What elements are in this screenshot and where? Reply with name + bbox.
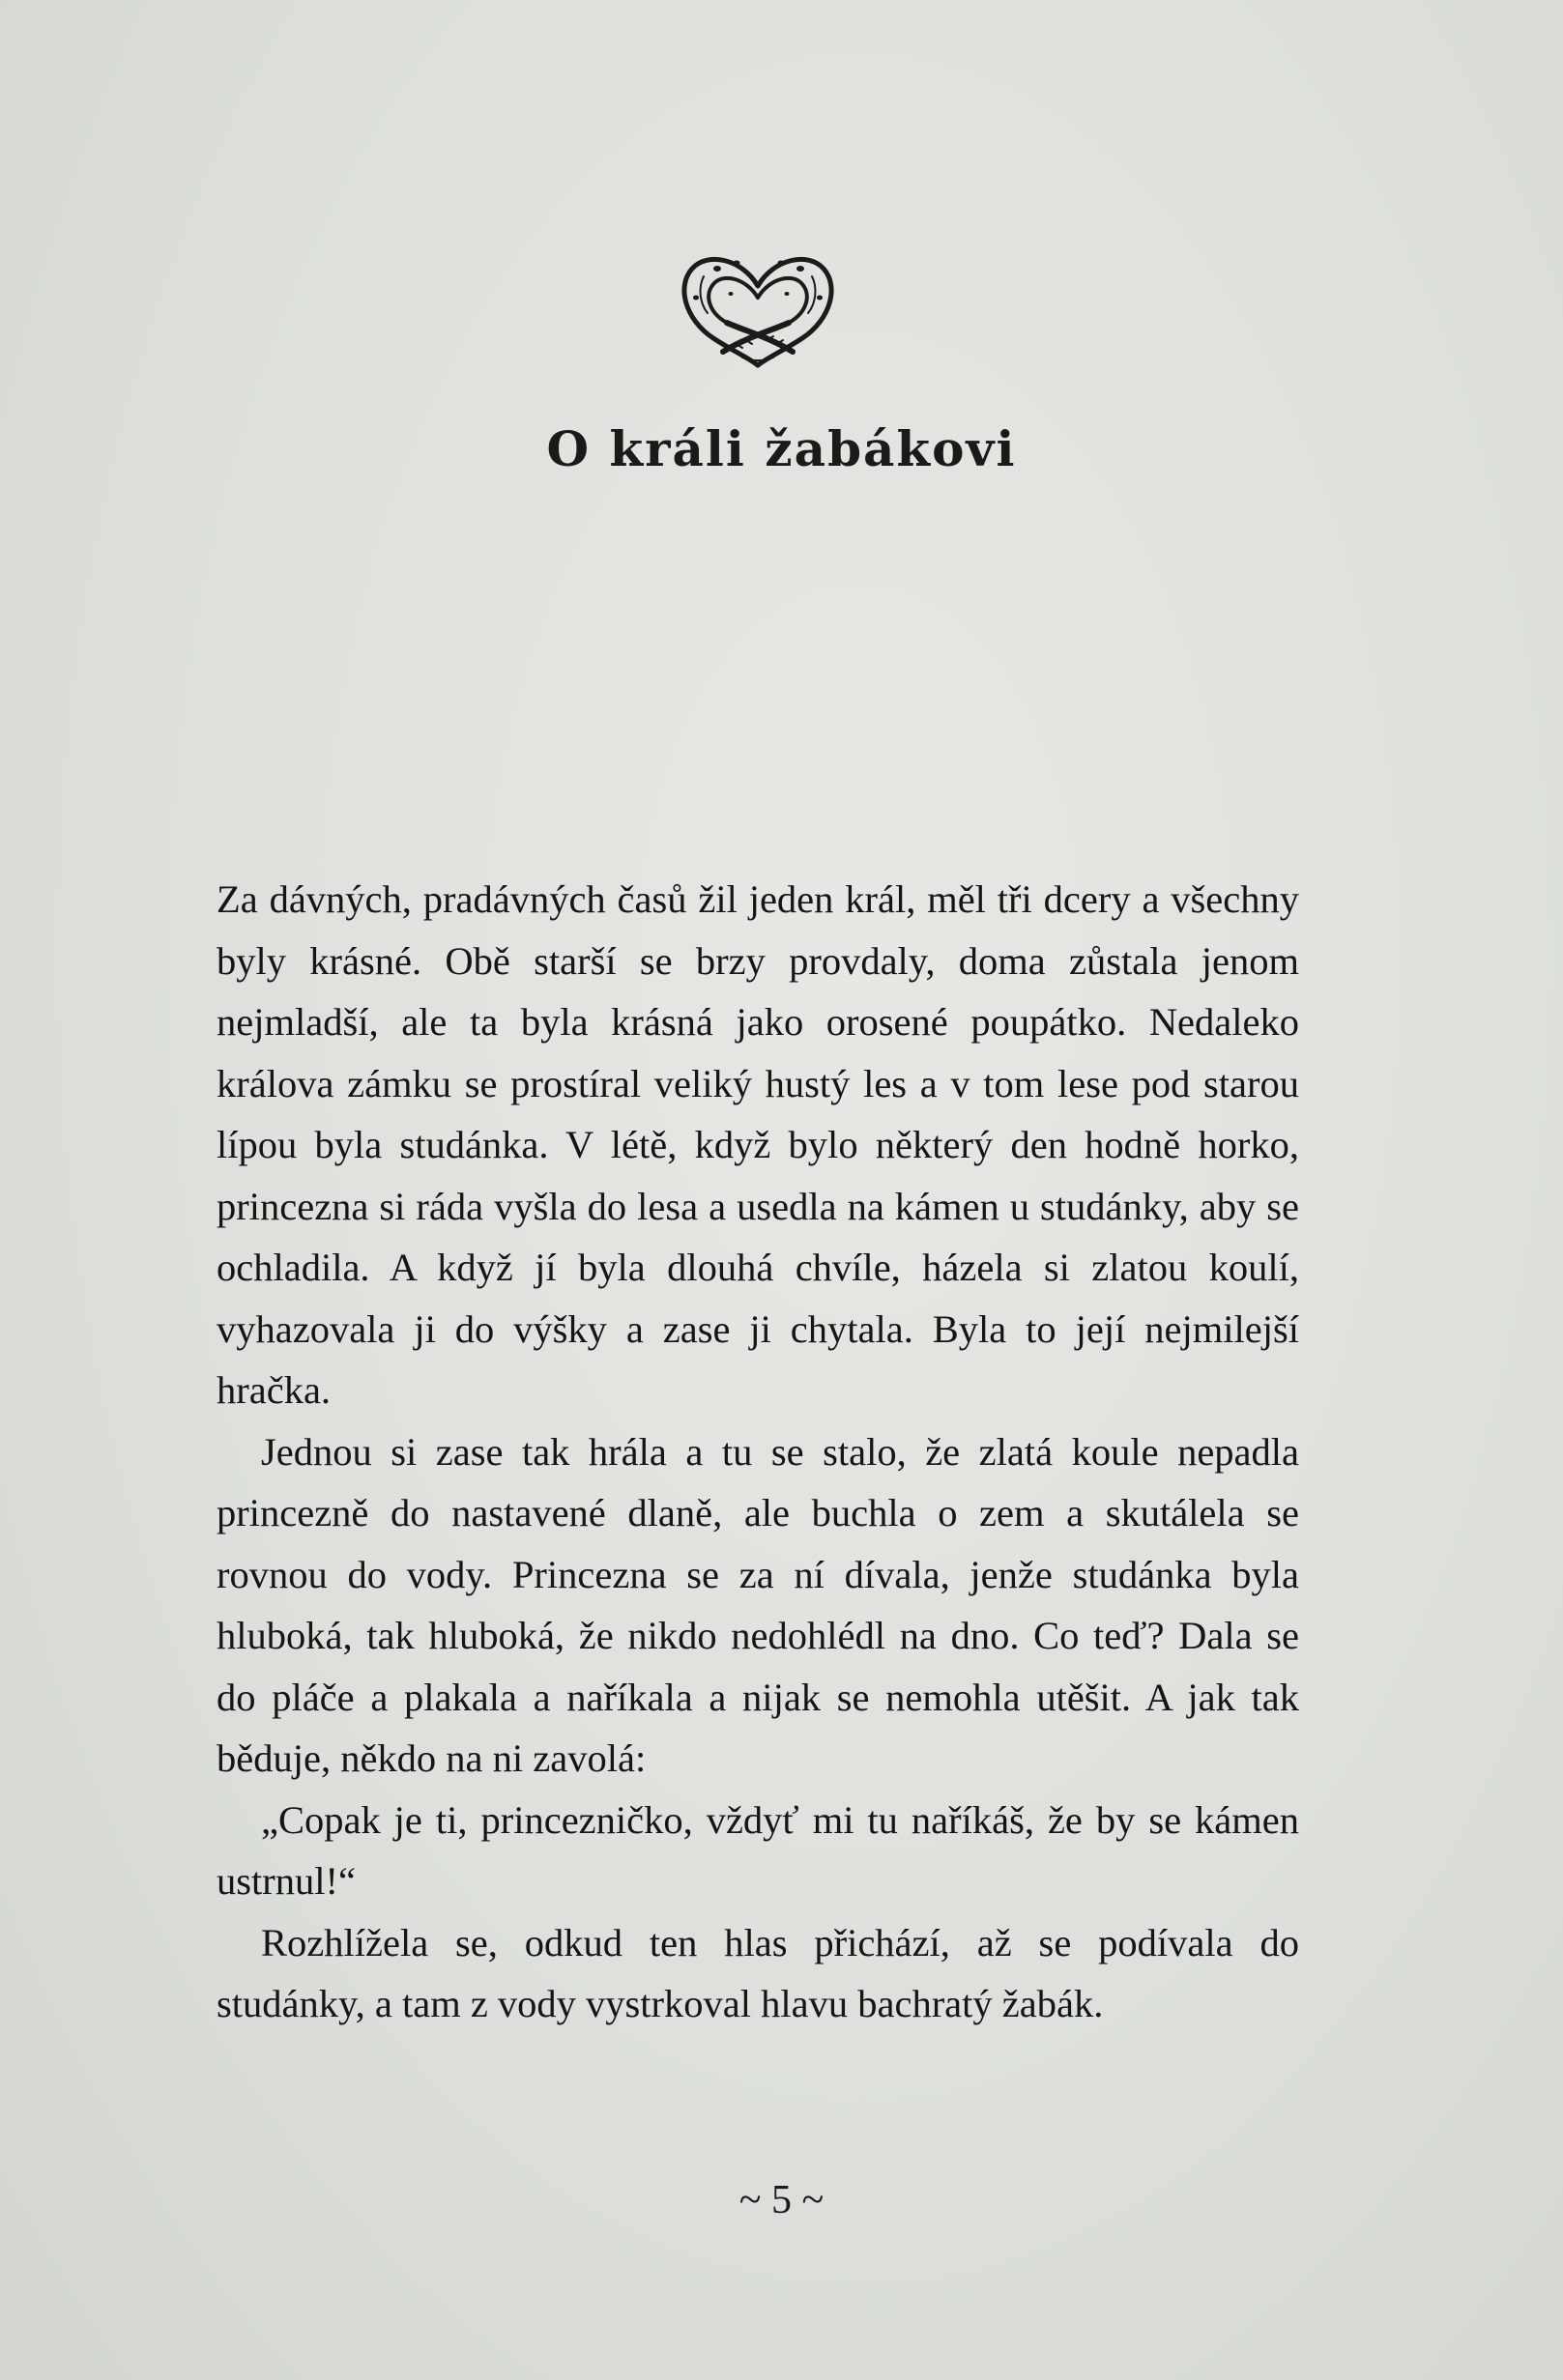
paragraph-1: Za dávných, pradávných časů žil jeden král, měl tři dcery a všechny byly krásné. Obě starší se brzy provdaly, doma zůstala jenom nejmladší, ale ta byla krásná jako orosené poupátko. Nedaleko králova zámku se prostíral veliký hustý les a v tom lese pod starou lípou byla studánka. V létě, když bylo některý den hodně horko, princezna si ráda vyšla do lesa a usedla na kámen u studánky, aby se ochladila. A když jí byla dlouhá chvíle, házela si zlatou koulí, vyhazovala ji do výšky a zase ji chytala. Byla to její nejmilejší hračka. [217,877,1299,1412]
chapter-title: O králi žabákovi [546,420,1017,477]
pretzel-icon [675,230,841,375]
paragraph-4: Rozhlížela se, odkud ten hlas přichází, až se podívala do studánky, a tam z vody vystrkoval hlavu bachratý žabák. [217,1920,1299,2025]
paragraph-3: „Copak je ti, princezničko, vždyť mi tu naříkáš, že by se kámen ustrnul!“ [217,1797,1299,1903]
story-text [217,869,1299,2035]
paragraph-2: Jednou si zase tak hrála a tu se stalo, že zlatá koule nepadla princezně do nastavené dlaně, ale buchla o zem a skutálela se rovnou do vody. Princezna se za ní dívala, jenže studánka byla hluboká, tak hluboká, že nikdo nedohlédl na dno. Co teď? Dala se do pláče a plakala a naříkala a nijak se nemohla utěšit. A jak tak běduje, někdo na ni zavolá: [217,1429,1299,1780]
page-number: ~ 5 ~ [738,2178,825,2222]
